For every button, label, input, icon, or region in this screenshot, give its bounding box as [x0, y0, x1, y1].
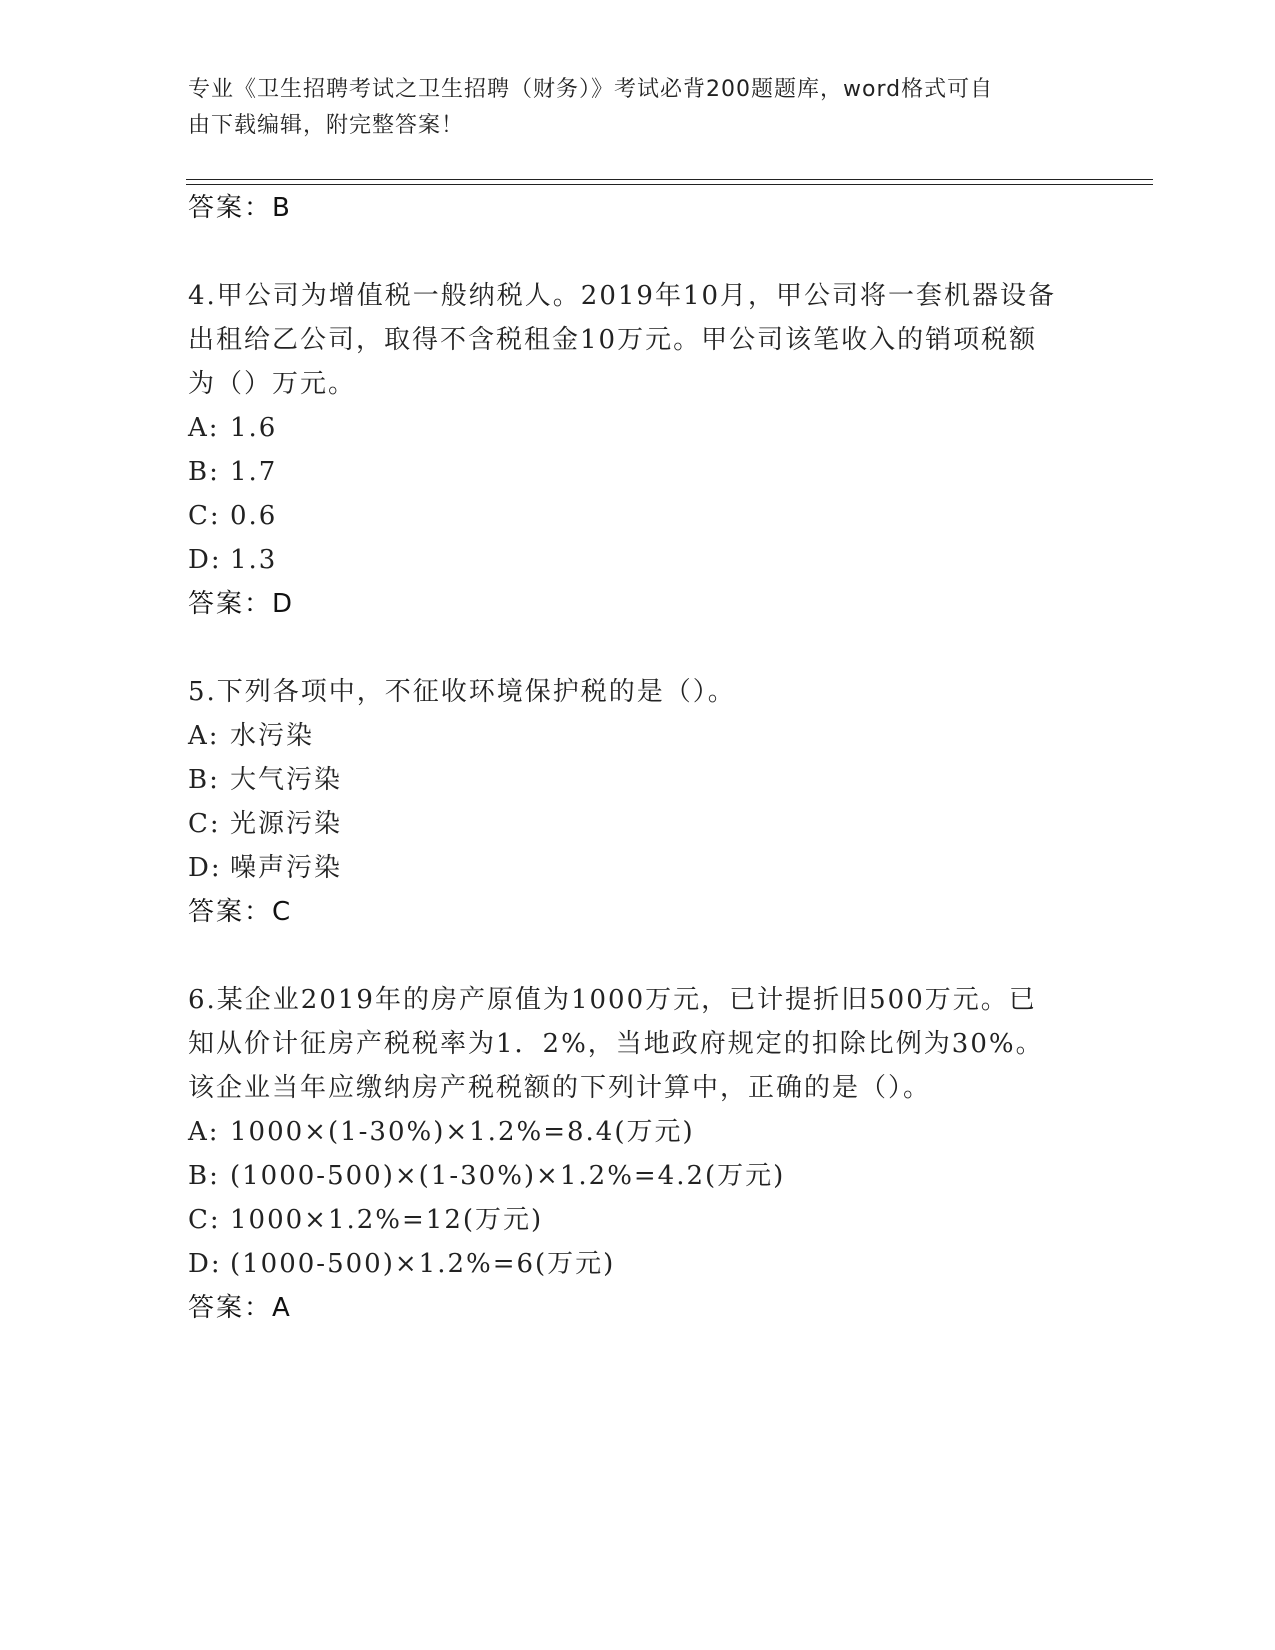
option-text: (1000-500)×(1-30%)×1.2%=4.2(万元) — [230, 1161, 786, 1191]
q4-text-line-3: 为（）万元。 — [188, 369, 357, 399]
q5-option-d — [188, 848, 342, 888]
answer-prev: 答案：B — [188, 193, 292, 223]
header-rule-top — [186, 179, 1153, 180]
q6-option-c — [188, 1200, 543, 1240]
option-text: 1000×(1-30%)×1.2%=8.4(万元) — [230, 1117, 695, 1147]
q5-option-b — [188, 760, 342, 800]
option-label: C: — [188, 501, 221, 531]
q6-option-d — [188, 1244, 615, 1284]
option-text: 光源污染 — [230, 809, 343, 839]
q4-text-line-1: 4.甲公司为增值税一般纳税人。2019年10月，甲公司将一套机器设备 — [188, 281, 1057, 311]
q4-option-b — [188, 452, 277, 492]
q6-option-b — [188, 1156, 785, 1196]
q4-text-line-2: 出租给乙公司，取得不含税租金10万元。甲公司该笔收入的销项税额 — [188, 325, 1038, 355]
q5-text-line-1: 5.下列各项中，不征收环境保护税的是（）。 — [188, 677, 736, 707]
q5-option-c — [188, 804, 342, 844]
q6-text-line-2: 知从价计征房产税税率为1．2%，当地政府规定的扣除比例为30%。 — [188, 1029, 1044, 1059]
option-label: C: — [188, 809, 221, 839]
q6-answer: 答案：A — [188, 1293, 292, 1323]
option-text: 水污染 — [230, 721, 315, 751]
q4-option-a — [188, 408, 277, 448]
q6-option-a — [188, 1112, 695, 1152]
header-line-2: 由下载编辑，附完整答案！ — [188, 113, 465, 138]
q4-option-d — [188, 540, 277, 580]
option-text: 1000×1.2%=12(万元) — [230, 1205, 544, 1235]
q5-option-a — [188, 716, 314, 756]
option-label: C: — [188, 1205, 221, 1235]
header-rule-bottom — [186, 184, 1153, 185]
option-label: A: — [188, 413, 220, 443]
option-text: 1.3 — [230, 545, 278, 575]
option-label: D: — [188, 1249, 222, 1279]
option-label: D: — [188, 853, 222, 883]
option-label: A: — [188, 1117, 220, 1147]
option-label: B: — [188, 765, 220, 795]
header-line-1: 专业《卫生招聘考试之卫生招聘（财务）》考试必背200题题库，word格式可自 — [188, 77, 994, 102]
option-text: 1.6 — [230, 413, 278, 443]
option-text: (1000-500)×1.2%=6(万元) — [230, 1249, 616, 1279]
q4-option-c — [188, 496, 277, 536]
q4-answer: 答案：D — [188, 589, 295, 619]
option-label: B: — [188, 1161, 220, 1191]
option-label: B: — [188, 457, 220, 487]
document-header — [188, 72, 1088, 144]
q5-answer: 答案：C — [188, 897, 293, 927]
option-text: 1.7 — [230, 457, 278, 487]
option-text: 噪声污染 — [230, 853, 343, 883]
q6-text-line-3: 该企业当年应缴纳房产税税额的下列计算中，正确的是（）。 — [188, 1073, 932, 1103]
option-label: A: — [188, 721, 220, 751]
option-text: 大气污染 — [230, 765, 343, 795]
q6-text-line-1: 6.某企业2019年的房产原值为1000万元，已计提折旧500万元。已 — [188, 985, 1037, 1015]
option-text: 0.6 — [230, 501, 278, 531]
option-label: D: — [188, 545, 222, 575]
